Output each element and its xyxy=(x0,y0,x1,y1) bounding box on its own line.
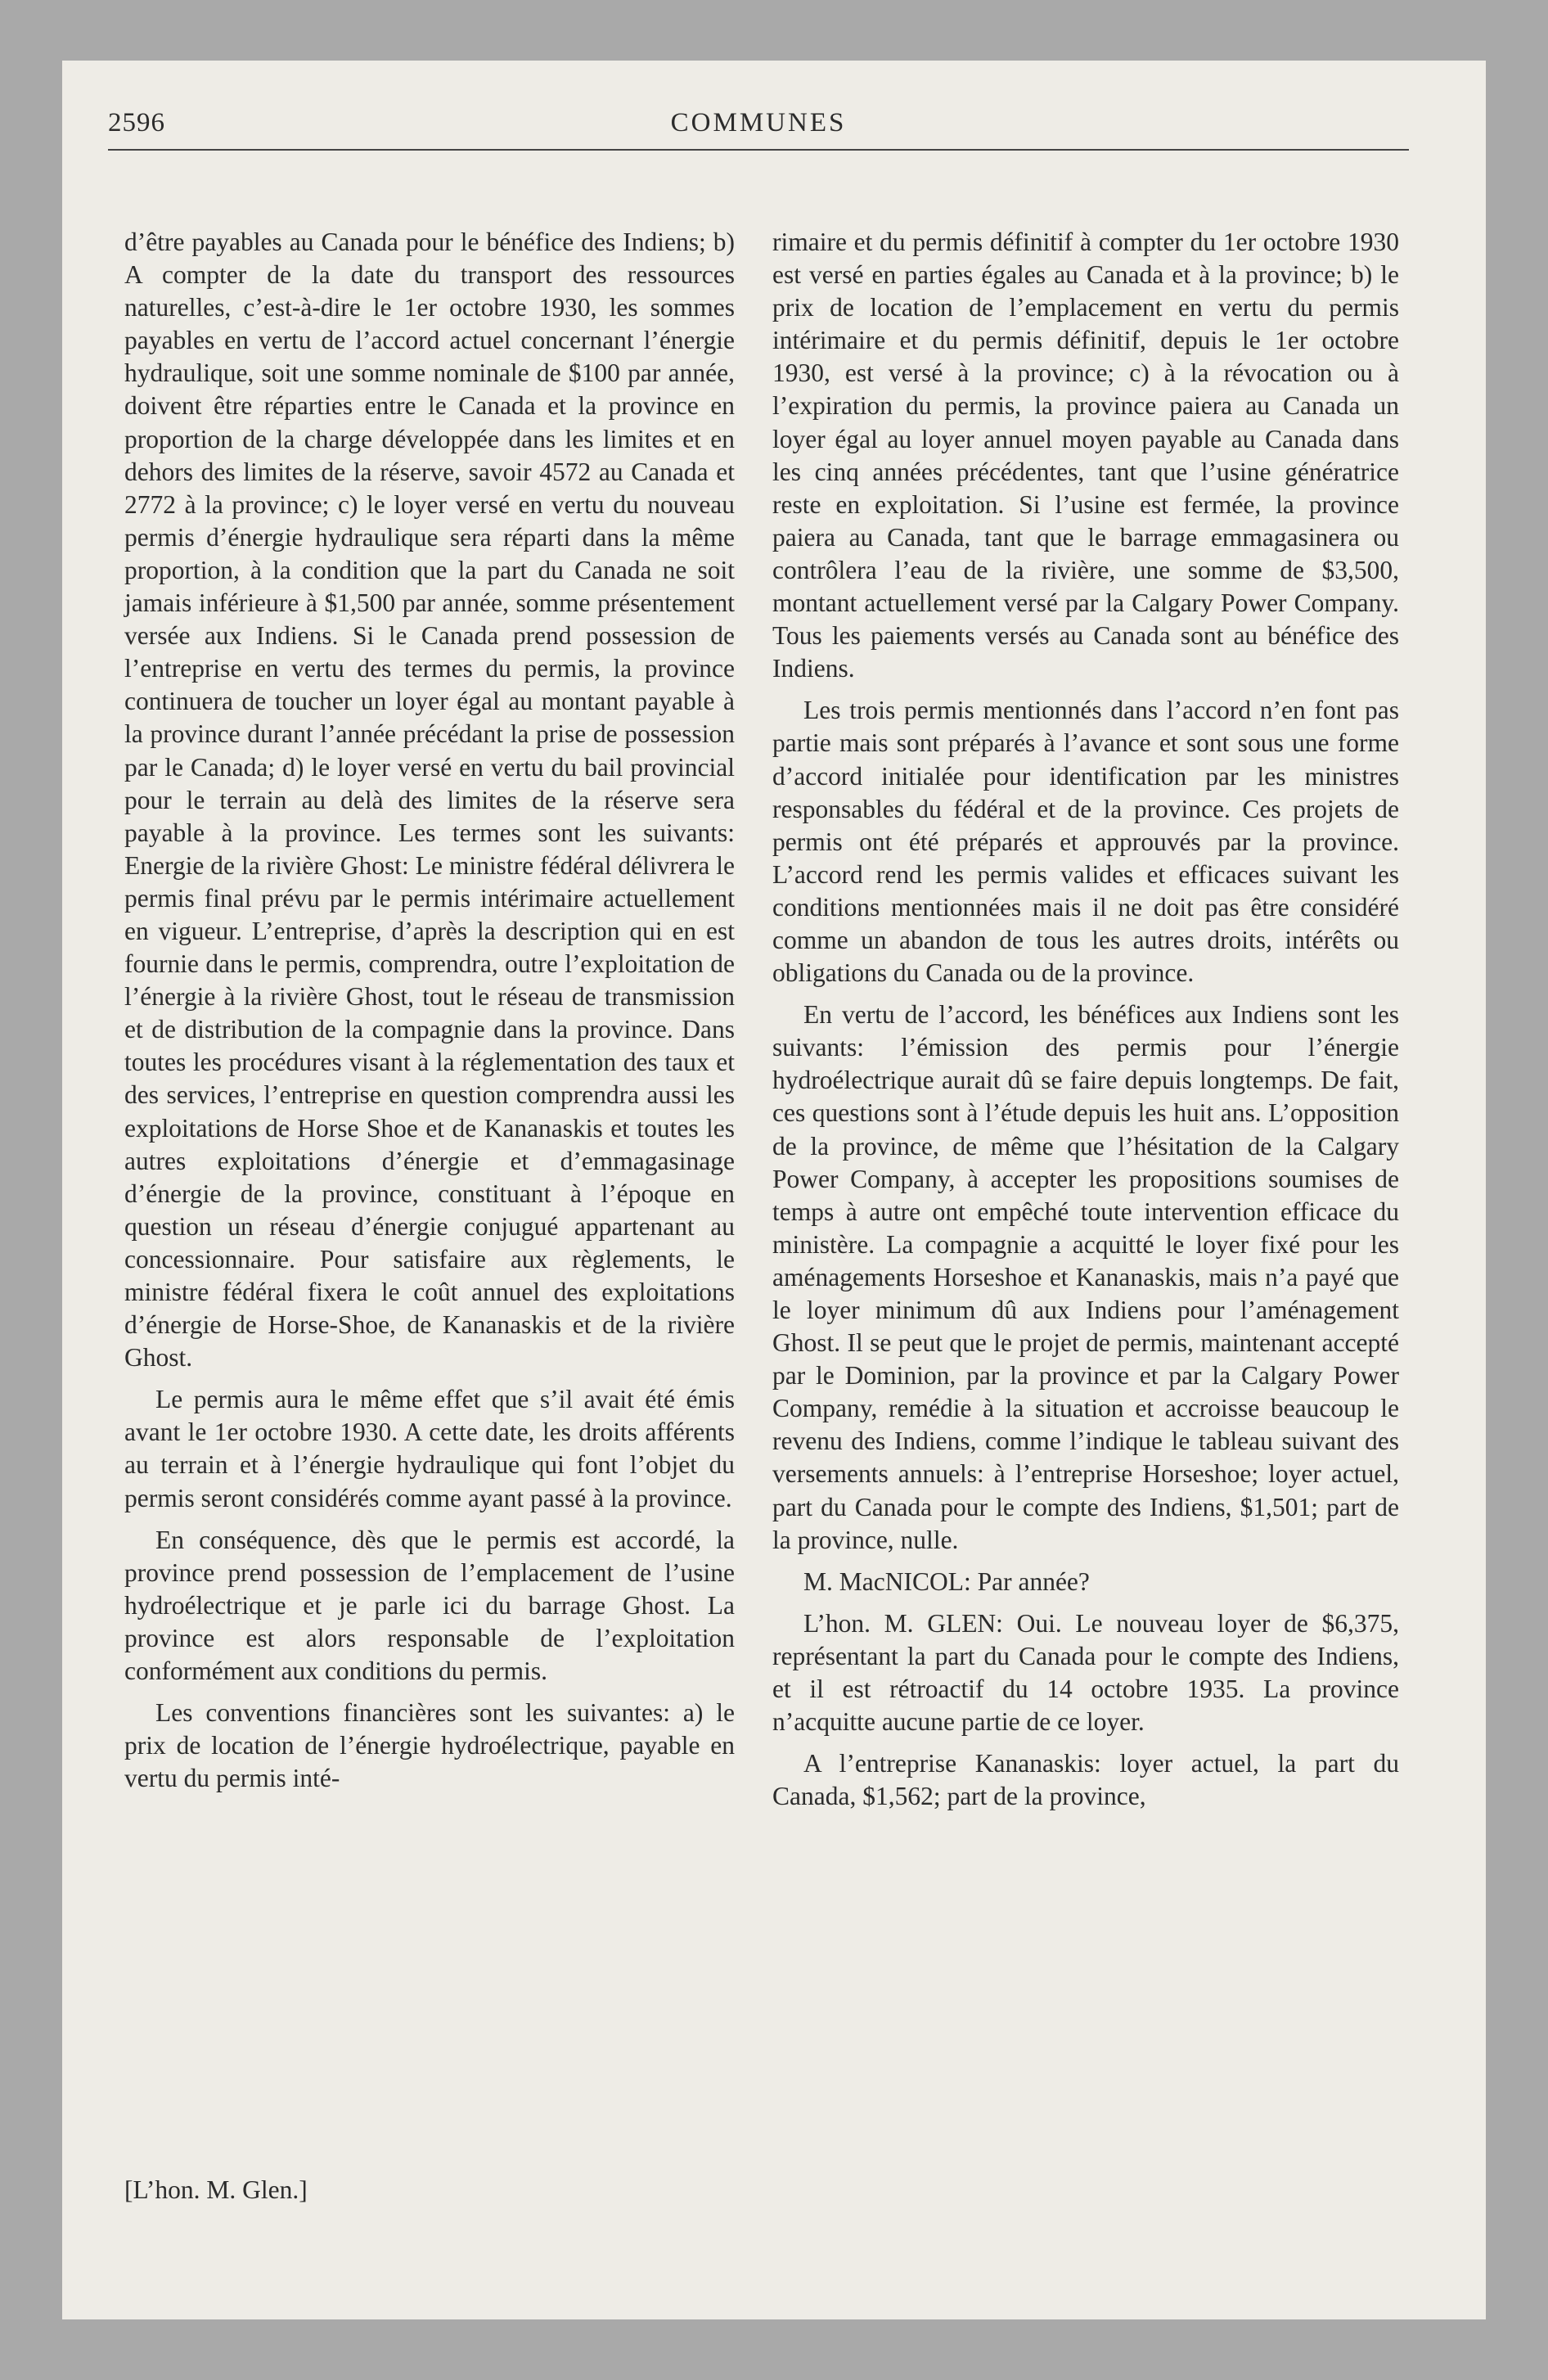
running-head: COMMUNES xyxy=(670,108,847,137)
paragraph: d’être payables au Canada pour le bénéfice des Indiens; b) A compter de la date du transport des ressources naturelles, c’est-à-dire le 1er octobre 1930, les sommes payables en vertu de l’accord actuel concernant l’énergie hydraulique, soit une somme nominale de $100 par année, doivent être réparties entre le Canada et la province en proportion de la charge développée dans les limites et en dehors des limites de la réserve, savoir 4572 au Canada et 2772 à la province; c) le loyer versé en vertu du nouveau permis d’énergie hydraulique sera réparti dans la même proportion, à la condition que la part du Canada ne soit jamais inférieure à $1,500 par année, somme présentement versée aux Indiens. Si le Canada prend possession de l’entreprise en vertu des termes du permis, la province continuera de toucher un loyer égal au montant payable à la province durant l’année précédant la prise de possession par le Canada; d) le loyer versé en vertu du bail provincial pour le terrain au delà des limites de la réserve sera payable à la province. Les termes sont les suivants: Energie de la rivière Ghost: Le ministre fédéral délivrera le permis final prévu par le permis intérimaire actuellement en vigueur. L’entreprise, d’après la description qui en est fournie dans le permis, comprendra, outre l’exploitation de l’énergie à la rivière Ghost, tout le réseau de transmission et de distribution de la compagnie dans la province. Dans toutes les procédures visant à la réglementation des taux et des services, l’entreprise en question comprendra aussi les exploitations de Horse Shoe et de Kananaskis et toutes les autres exploitations d’énergie et d’emmagasinage d’énergie de la province, constituant à l’époque en question un réseau d’énergie conjugué appartenant au concessionnaire. Pour satisfaire aux règlements, le ministre fédéral fixera le coût annuel des exploitations d’énergie de Horse-Shoe, de Kananaskis et de la rivière Ghost. xyxy=(124,228,735,1373)
paragraph: A l’entreprise Kananaskis: loyer actuel, la part du Canada, $1,562; part de la province, xyxy=(772,1749,1399,1811)
speaker-footer: [L’hon. M. Glen.] xyxy=(124,2175,308,2204)
paragraph: Le permis aura le même effet que s’il avait été émis avant le 1er octobre 1930. A cette date, les droits afférents au terrain et à l’énergie hydraulique qui font l’objet du permis seront considérés comme ayant passé à la province. xyxy=(124,1385,735,1512)
paragraph: M. MacNICOL: Par année? xyxy=(803,1566,1090,1596)
page-header xyxy=(108,97,1409,151)
paragraph: Les conventions financières sont les suivantes: a) le prix de location de l’énergie hydroélectrique, payable en vertu du permis inté- xyxy=(124,1698,735,1793)
left-column xyxy=(124,226,735,1795)
right-column xyxy=(772,226,1399,1813)
paragraph: En vertu de l’accord, les bénéfices aux Indiens sont les suivants: l’émission des permis pour l’énergie hydroélectrique aurait dû se faire depuis longtemps. De fait, ces questions sont à l’étude depuis les huit ans. L’opposition de la province, de même que l’hésitation de la Calgary Power Company, à accepter les propositions soumises de temps à autre ont empêché toute intervention efficace du ministère. La compagnie a acquitté le loyer fixé pour les aménagements Horseshoe et Kananaskis, mais n’a payé que le loyer minimum dû aux Indiens pour l’aménagement Ghost. Il se peut que le projet de permis, maintenant accepté par le Dominion, par la province et par la Calgary Power Company, remédie à la situation et accroisse beaucoup le revenu des Indiens, comme l’indique le tableau suivant des versements annuels: à l’entreprise Horseshoe; loyer actuel, part du Canada pour le compte des Indiens, $1,501; part de la province, nulle. xyxy=(772,1000,1399,1554)
paragraph: L’hon. M. GLEN: Oui. Le nouveau loyer de $6,375, représentant la part du Canada pour le compte des Indiens, et il est rétroactif du 14 octobre 1935. La province n’acquitte aucune partie de ce loyer. xyxy=(772,1608,1399,1737)
paragraph: rimaire et du permis définitif à compter du 1er octobre 1930 est versé en parties égales au Canada et à la province; b) le prix de location de l’emplacement en vertu du permis intérimaire et du permis définitif, depuis le 1er octobre 1930, est versé à la province; c) à la révocation ou à l’expiration du permis, la province paiera au Canada un loyer égal au loyer annuel moyen payable au Canada dans les cinq années précédentes, tant que l’usine génératrice reste en exploitation. Si l’usine est fermée, la province paiera au Canada, tant que le barrage emmagasinera ou contrôlera l’eau de la rivière, une somme de $3,500, montant actuellement versé par la Calgary Power Company. Tous les paiements versés au Canada sont au bénéfice des Indiens. xyxy=(772,228,1399,683)
paragraph: Les trois permis mentionnés dans l’accord n’en font pas partie mais sont préparés à l’avance et sont sous une forme d’accord initialée pour identification par les ministres responsables du fédéral et de la province. Ces projets de permis ont été préparés et approuvés par la province. L’accord rend les permis valides et efficaces suivant les conditions mentionnées mais il ne doit pas être considéré comme un abandon de tous les autres droits, intérêts ou obligations du Canada ou de la province. xyxy=(772,696,1399,988)
paragraph: En conséquence, dès que le permis est accordé, la province prend possession de l’emplacement de l’usine hydroélectrique et je parle ici du barrage Ghost. La province est alors responsable de l’exploitation conformément aux conditions du permis. xyxy=(124,1525,735,1686)
page-number: 2596 xyxy=(108,108,165,137)
